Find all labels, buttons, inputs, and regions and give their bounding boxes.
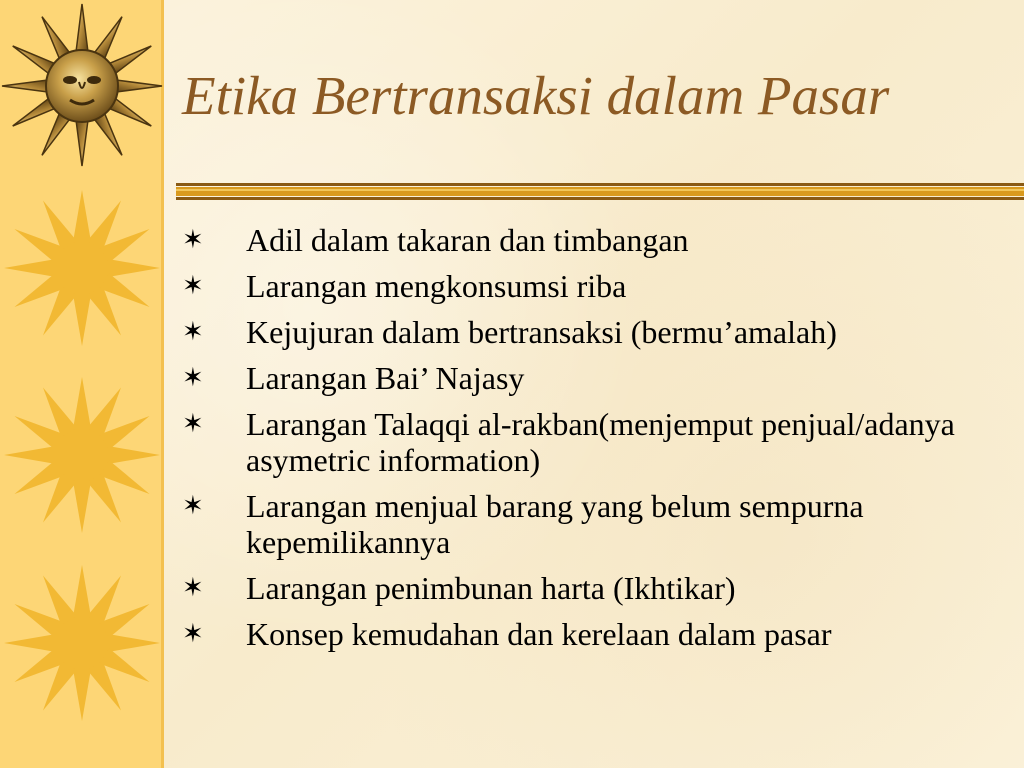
- bullet-item: [180, 570, 1010, 606]
- bullet-item: [180, 360, 1010, 396]
- slide-title: Etika Bertransaksi dalam Pasar: [182, 65, 890, 126]
- bullet-item: [180, 616, 1010, 652]
- six-point-star-icon: ✶: [182, 225, 204, 254]
- bullet-text: Larangan penimbunan harta (Ikhtikar): [246, 570, 736, 606]
- bullet-text: Konsep kemudahan dan kerelaan dalam pasar: [246, 616, 832, 652]
- bullet-text: Adil dalam takaran dan timbangan: [246, 222, 689, 258]
- six-point-star-icon: ✶: [182, 619, 204, 648]
- six-point-star-icon: ✶: [182, 363, 204, 392]
- six-point-star-icon: ✶: [182, 271, 204, 300]
- sun-icon: [4, 190, 160, 346]
- bullet-text: Larangan mengkonsumsi riba: [246, 268, 627, 304]
- bullet-item: [180, 314, 1010, 350]
- decorative-side-strip: [0, 0, 164, 768]
- bullet-list: [180, 222, 1010, 662]
- six-point-star-icon: ✶: [182, 573, 204, 602]
- gold-sun-face-icon: [2, 4, 162, 166]
- bullet-text: Kejujuran dalam bertransaksi (bermu’amalah): [246, 314, 837, 350]
- bullet-item: [180, 268, 1010, 304]
- sun-decorations: [0, 0, 164, 768]
- bullet-text: Larangan menjual barang yang belum sempurna kepemilikannya: [246, 488, 864, 560]
- sun-icon: [4, 565, 160, 721]
- sun-icon: [4, 377, 160, 533]
- title-divider-rule: [176, 180, 1024, 204]
- bullet-item: [180, 406, 1010, 478]
- bullet-text: Larangan Talaqqi al-rakban(menjemput penjual/adanya asymetric information): [246, 406, 955, 478]
- six-point-star-icon: ✶: [182, 491, 204, 520]
- six-point-star-icon: ✶: [182, 317, 204, 346]
- bullet-item: [180, 488, 1010, 560]
- bullet-text: Larangan Bai’ Najasy: [246, 360, 525, 396]
- bullet-item: [180, 222, 1010, 258]
- six-point-star-icon: ✶: [182, 409, 204, 438]
